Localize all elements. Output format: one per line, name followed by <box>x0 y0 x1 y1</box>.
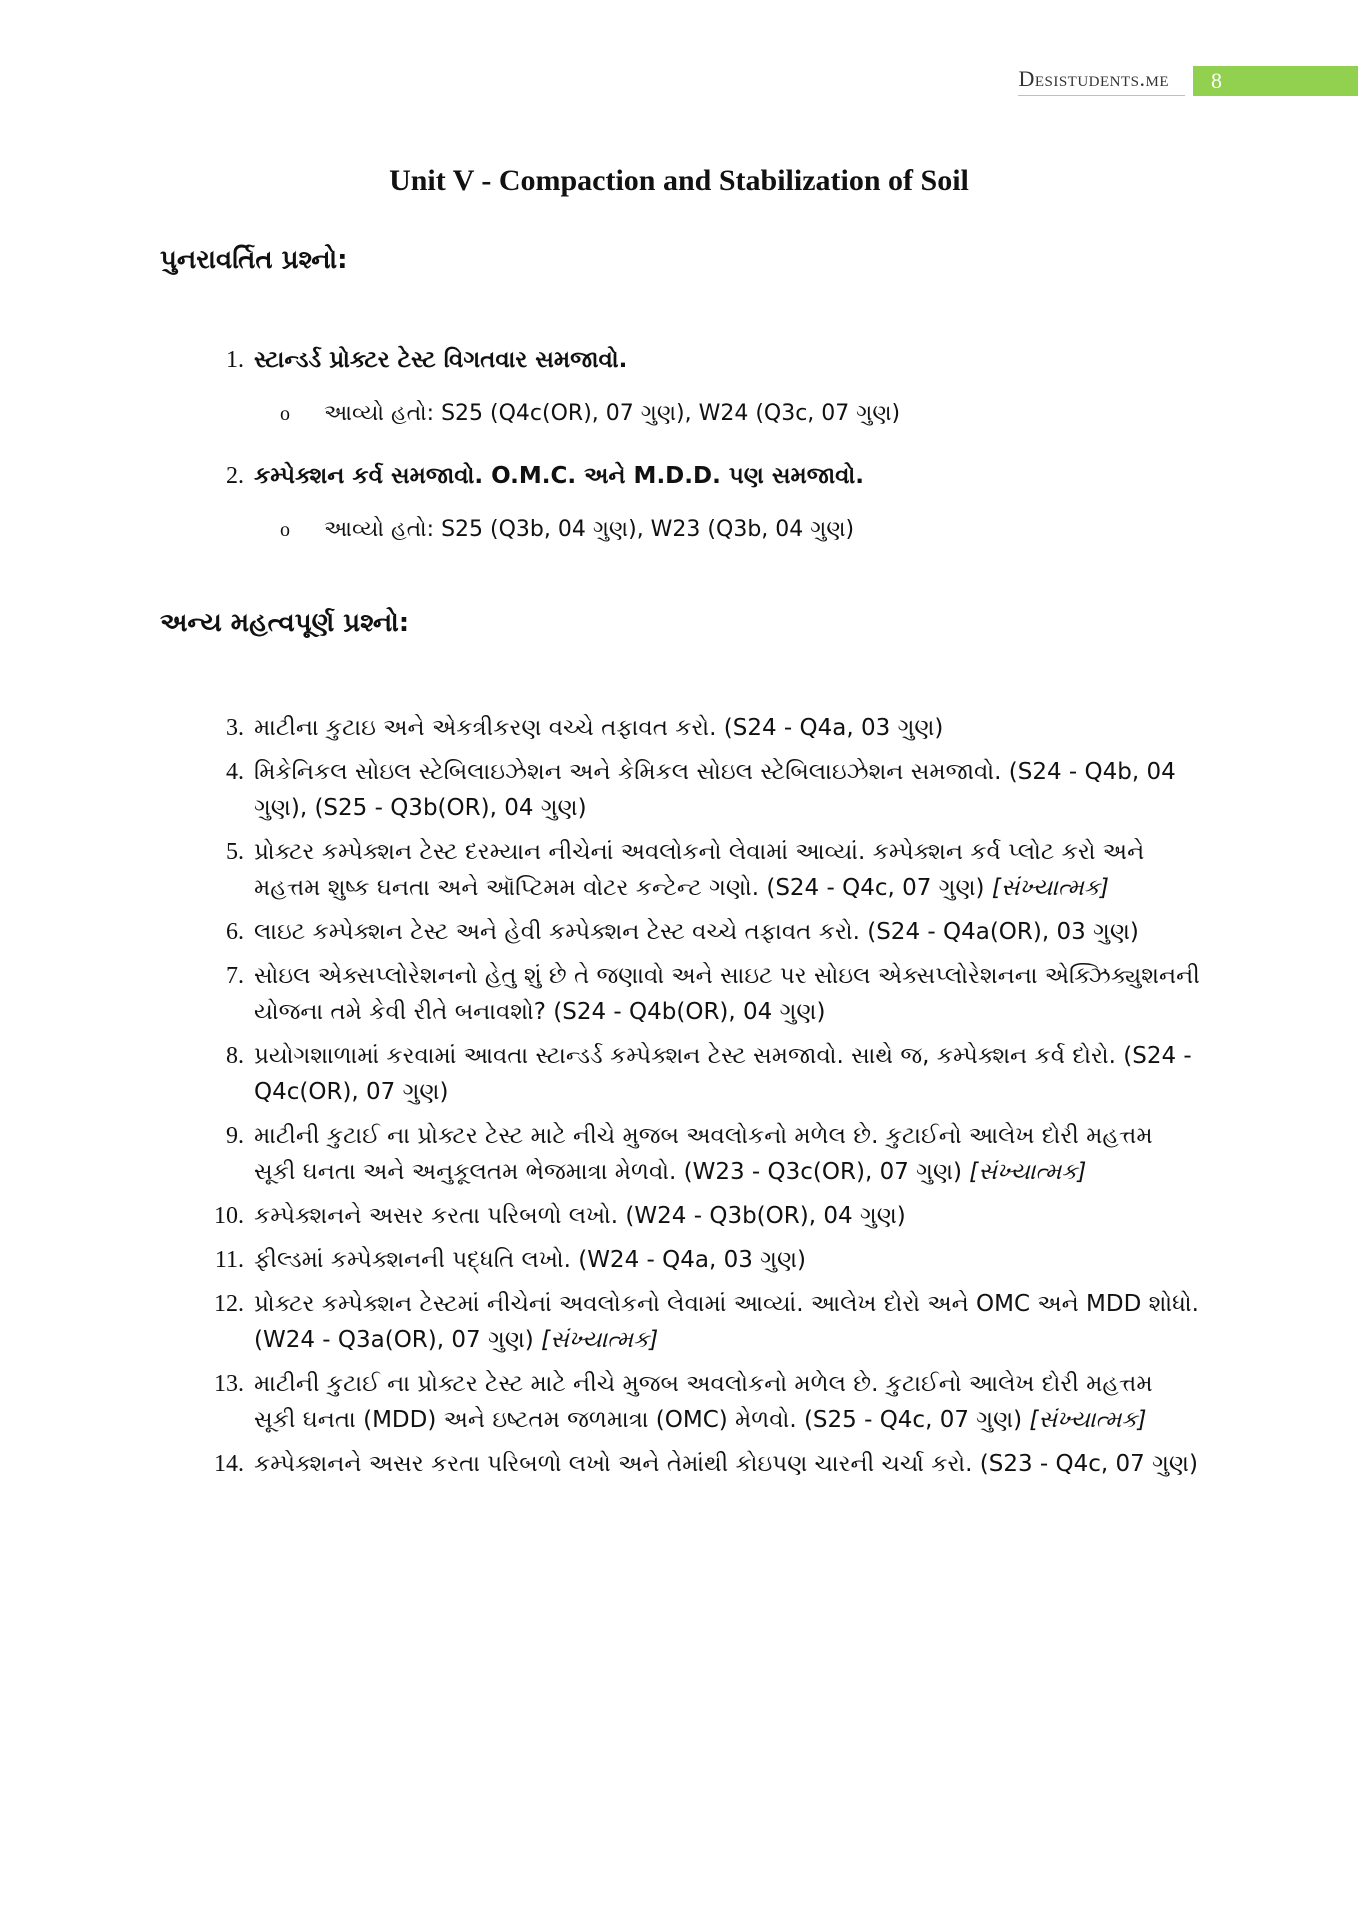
question-text: કમ્પેક્શનને અસર કરતા પરિબળો લખો. (W24 - Q3b(OR), 04 ગુણ) <box>254 1203 906 1229</box>
repeated-questions-heading: પુનરાવર્તિત પ્રશ્નો: <box>160 245 348 275</box>
list-item <box>160 754 1200 826</box>
item-number: 11. <box>214 1247 244 1273</box>
item-number: 6. <box>226 919 244 945</box>
asked-info <box>280 396 1200 432</box>
numerical-tag: [સંખ્યાત્મક] <box>991 875 1109 901</box>
item-number: 1. <box>226 347 244 373</box>
asked-info <box>280 512 1200 548</box>
item-number: 13. <box>214 1371 244 1397</box>
other-questions-list <box>160 710 1200 1490</box>
question-text: પ્રયોગશાળામાં કરવામાં આવતા સ્ટાન્ડર્ડ કમ્પેક્શન ટેસ્ટ સમજાવો. સાથે જ, કમ્પેક્શન કર્વ દોરો. (S24 - Q4c(OR), 07 ગુણ) <box>254 1043 1192 1105</box>
list-item <box>160 834 1200 906</box>
list-item <box>160 1038 1200 1110</box>
question-text: પ્રોક્ટર કમ્પેક્શન ટેસ્ટ દરમ્યાન નીચેનાં અવલોકનો લેવામાં આવ્યાં. કમ્પેક્શન કર્વ પ્લોટ કરો અને મહત્તમ શુષ્ક ઘનતા અને ઑપ્ટિમમ વોટર કન્ટેન્ટ ગણો. (S24 - Q4c, 07 ગુણ) <box>254 839 1145 901</box>
site-name: Desistudents.me <box>1018 66 1185 96</box>
list-item <box>160 1446 1200 1482</box>
list-item <box>160 1286 1200 1358</box>
item-number: 4. <box>226 759 244 785</box>
question-text: ફીલ્ડમાં કમ્પેક્શનની પદ્ધતિ લખો. (W24 - Q4a, 03 ગુણ) <box>254 1247 806 1273</box>
question-text: કમ્પેક્શન કર્વ સમજાવો. O.M.C. અને M.D.D. પણ સમજાવો. <box>254 463 864 489</box>
repeated-questions-list <box>160 342 1200 574</box>
question-text: લાઇટ કમ્પેક્શન ટેસ્ટ અને હેવી કમ્પેક્શન ટેસ્ટ વચ્ચે તફાવત કરો. (S24 - Q4a(OR), 03 ગુણ) <box>254 919 1139 945</box>
page-header <box>1018 66 1358 96</box>
numerical-tag: [સંખ્યાત્મક] <box>541 1327 659 1353</box>
list-item <box>160 342 1200 378</box>
list-item <box>160 958 1200 1030</box>
bullet-icon: o <box>280 403 290 425</box>
page-title: Unit V - Compaction and Stabilization of Soil <box>389 164 969 197</box>
question-text: સોઇલ એક્સપ્લોરેશનનો હેતુ શું છે તે જણાવો અને સાઇટ પર સોઇલ એક્સપ્લોરેશનના એક્ઝિક્યુશનની યોજના તમે કેવી રીતે બનાવશો? (S24 - Q4b(OR), 04 ગુણ) <box>254 963 1200 1025</box>
item-number: 2. <box>226 463 244 489</box>
bullet-icon: o <box>280 519 290 541</box>
question-text: કમ્પેક્શનને અસર કરતા પરિબળો લખો અને તેમાંથી કોઇપણ ચારની ચર્ચા કરો. (S23 - Q4c, 07 ગુણ) <box>254 1451 1198 1477</box>
list-item <box>160 1242 1200 1278</box>
other-questions-heading: અન્ય મહત્વપૂર્ણ પ્રશ્નો: <box>160 608 410 638</box>
item-number: 9. <box>226 1123 244 1149</box>
list-item <box>160 914 1200 950</box>
question-text: પ્રોક્ટર કમ્પેક્શન ટેસ્ટમાં નીચેનાં અવલોકનો લેવામાં આવ્યાં. આલેખ દોરો અને OMC અને MDD શોધો. (W24 - Q3a(OR), 07 ગુણ) <box>254 1291 1199 1353</box>
item-number: 12. <box>214 1291 244 1317</box>
numerical-tag: [સંખ્યાત્મક] <box>1029 1407 1147 1433</box>
item-number: 5. <box>226 839 244 865</box>
item-number: 14. <box>214 1451 244 1477</box>
question-text: મિકેનિકલ સોઇલ સ્ટેબિલાઇઝેશન અને કેમિકલ સોઇલ સ્ટેબિલાઇઝેશન સમજાવો. (S24 - Q4b, 04 ગુણ), (S25 - Q3b(OR), 04 ગુણ) <box>254 759 1176 821</box>
list-item <box>160 1366 1200 1438</box>
numerical-tag: [સંખ્યાત્મક] <box>969 1159 1087 1185</box>
item-number: 7. <box>226 963 244 989</box>
item-number: 3. <box>226 715 244 741</box>
item-number: 8. <box>226 1043 244 1069</box>
asked-text: આવ્યો હતો: S25 (Q3b, 04 ગુણ), W23 (Q3b, 04 ગુણ) <box>324 517 855 542</box>
question-text: માટીની કુટાઈ ના પ્રોક્ટર ટેસ્ટ માટે નીચે મુજબ અવલોકનો મળેલ છે. કુટાઈનો આલેખ દોરી મહત્તમ સૂકી ઘનતા (MDD) અને ઇષ્ટતમ જળમાત્રા (OMC) મેળવો. (S25 - Q4c, 07 ગુણ) <box>254 1371 1153 1433</box>
question-text: માટીના કુટાઇ અને એકત્રીકરણ વચ્ચે તફાવત કરો. (S24 - Q4a, 03 ગુણ) <box>254 715 944 741</box>
question-text: માટીની કુટાઈ ના પ્રોક્ટર ટેસ્ટ માટે નીચે મુજબ અવલોકનો મળેલ છે. કુટાઈનો આલેખ દોરી મહત્તમ સૂકી ઘનતા અને અનુકૂલતમ ભેજમાત્રા મેળવો. (W23 - Q3c(OR), 07 ગુણ) <box>254 1123 1153 1185</box>
list-item <box>160 1198 1200 1234</box>
page-number: 8 <box>1193 66 1358 96</box>
list-item <box>160 1118 1200 1190</box>
list-item <box>160 710 1200 746</box>
question-text: સ્ટાન્ડર્ડ પ્રોક્ટર ટેસ્ટ વિગતવાર સમજાવો. <box>254 347 628 373</box>
asked-text: આવ્યો હતો: S25 (Q4c(OR), 07 ગુણ), W24 (Q3c, 07 ગુણ) <box>324 401 901 426</box>
item-number: 10. <box>214 1203 244 1229</box>
list-item <box>160 458 1200 494</box>
